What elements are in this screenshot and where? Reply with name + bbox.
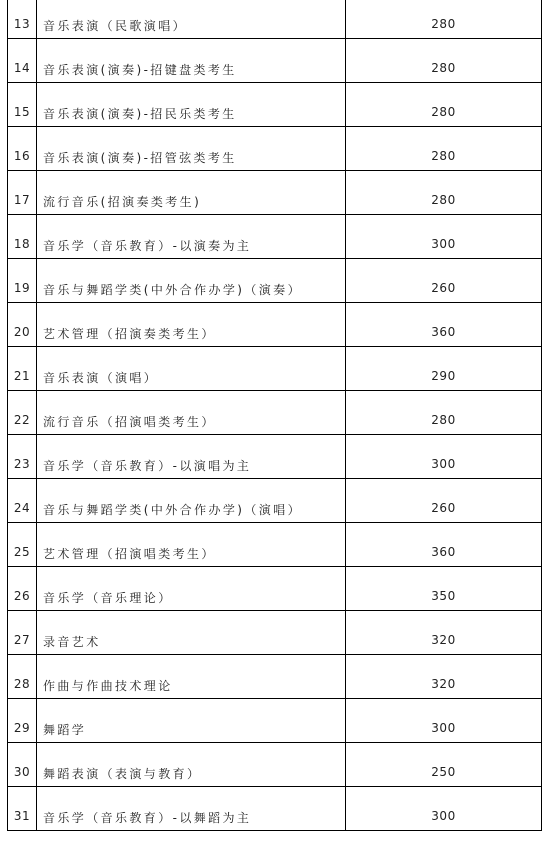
table-row bbox=[8, 435, 542, 479]
table-row bbox=[8, 523, 542, 567]
score-value: 260 bbox=[346, 479, 542, 523]
score-value: 280 bbox=[346, 391, 542, 435]
table-row bbox=[8, 171, 542, 215]
score-value: 280 bbox=[346, 127, 542, 171]
row-number: 20 bbox=[8, 303, 37, 347]
row-number: 21 bbox=[8, 347, 37, 391]
table-row bbox=[8, 83, 542, 127]
row-number: 22 bbox=[8, 391, 37, 435]
score-value: 280 bbox=[346, 39, 542, 83]
major-name: 舞蹈表演（表演与教育） bbox=[37, 743, 346, 787]
major-name: 音乐与舞蹈学类(中外合作办学)（演奏） bbox=[37, 259, 346, 303]
row-number: 17 bbox=[8, 171, 37, 215]
row-number: 24 bbox=[8, 479, 37, 523]
table-row bbox=[8, 479, 542, 523]
major-name: 艺术管理（招演奏类考生） bbox=[37, 303, 346, 347]
row-number: 18 bbox=[8, 215, 37, 259]
score-value: 360 bbox=[346, 523, 542, 567]
row-number: 27 bbox=[8, 611, 37, 655]
score-value: 300 bbox=[346, 435, 542, 479]
row-number: 25 bbox=[8, 523, 37, 567]
score-value: 250 bbox=[346, 743, 542, 787]
row-number: 31 bbox=[8, 787, 37, 831]
table-row bbox=[8, 699, 542, 743]
major-name: 音乐学（音乐教育）-以演奏为主 bbox=[37, 215, 346, 259]
score-value: 300 bbox=[346, 699, 542, 743]
row-number: 13 bbox=[8, 0, 37, 39]
score-value: 280 bbox=[346, 0, 542, 39]
table-row bbox=[8, 567, 542, 611]
table-row bbox=[8, 391, 542, 435]
score-value: 350 bbox=[346, 567, 542, 611]
major-name: 录音艺术 bbox=[37, 611, 346, 655]
table-body bbox=[8, 0, 542, 831]
major-name: 流行音乐（招演唱类考生） bbox=[37, 391, 346, 435]
major-name: 音乐表演（民歌演唱） bbox=[37, 0, 346, 39]
row-number: 28 bbox=[8, 655, 37, 699]
row-number: 16 bbox=[8, 127, 37, 171]
major-name: 音乐学（音乐理论） bbox=[37, 567, 346, 611]
major-name: 音乐表演(演奏)-招键盘类考生 bbox=[37, 39, 346, 83]
score-value: 290 bbox=[346, 347, 542, 391]
row-number: 15 bbox=[8, 83, 37, 127]
major-name: 流行音乐(招演奏类考生) bbox=[37, 171, 346, 215]
score-value: 280 bbox=[346, 171, 542, 215]
row-number: 26 bbox=[8, 567, 37, 611]
table-row bbox=[8, 655, 542, 699]
major-name: 作曲与作曲技术理论 bbox=[37, 655, 346, 699]
score-value: 280 bbox=[346, 83, 542, 127]
major-name: 音乐学（音乐教育）-以舞蹈为主 bbox=[37, 787, 346, 831]
table-row bbox=[8, 347, 542, 391]
score-value: 320 bbox=[346, 611, 542, 655]
table-row bbox=[8, 743, 542, 787]
table-row bbox=[8, 787, 542, 831]
major-name: 音乐与舞蹈学类(中外合作办学)（演唱） bbox=[37, 479, 346, 523]
major-name: 艺术管理（招演唱类考生） bbox=[37, 523, 346, 567]
row-number: 23 bbox=[8, 435, 37, 479]
score-value: 300 bbox=[346, 787, 542, 831]
row-number: 14 bbox=[8, 39, 37, 83]
major-name: 音乐学（音乐教育）-以演唱为主 bbox=[37, 435, 346, 479]
row-number: 30 bbox=[8, 743, 37, 787]
major-name: 音乐表演(演奏)-招管弦类考生 bbox=[37, 127, 346, 171]
table-row bbox=[8, 259, 542, 303]
score-value: 300 bbox=[346, 215, 542, 259]
table-row bbox=[8, 303, 542, 347]
table-row bbox=[8, 39, 542, 83]
major-name: 音乐表演(演奏)-招民乐类考生 bbox=[37, 83, 346, 127]
row-number: 29 bbox=[8, 699, 37, 743]
score-value: 360 bbox=[346, 303, 542, 347]
row-number: 19 bbox=[8, 259, 37, 303]
admission-score-table bbox=[7, 0, 542, 831]
table-row bbox=[8, 127, 542, 171]
score-value: 320 bbox=[346, 655, 542, 699]
score-table-container bbox=[7, 0, 542, 831]
table-row bbox=[8, 611, 542, 655]
score-value: 260 bbox=[346, 259, 542, 303]
major-name: 舞蹈学 bbox=[37, 699, 346, 743]
table-row bbox=[8, 0, 542, 39]
table-row bbox=[8, 215, 542, 259]
major-name: 音乐表演（演唱） bbox=[37, 347, 346, 391]
